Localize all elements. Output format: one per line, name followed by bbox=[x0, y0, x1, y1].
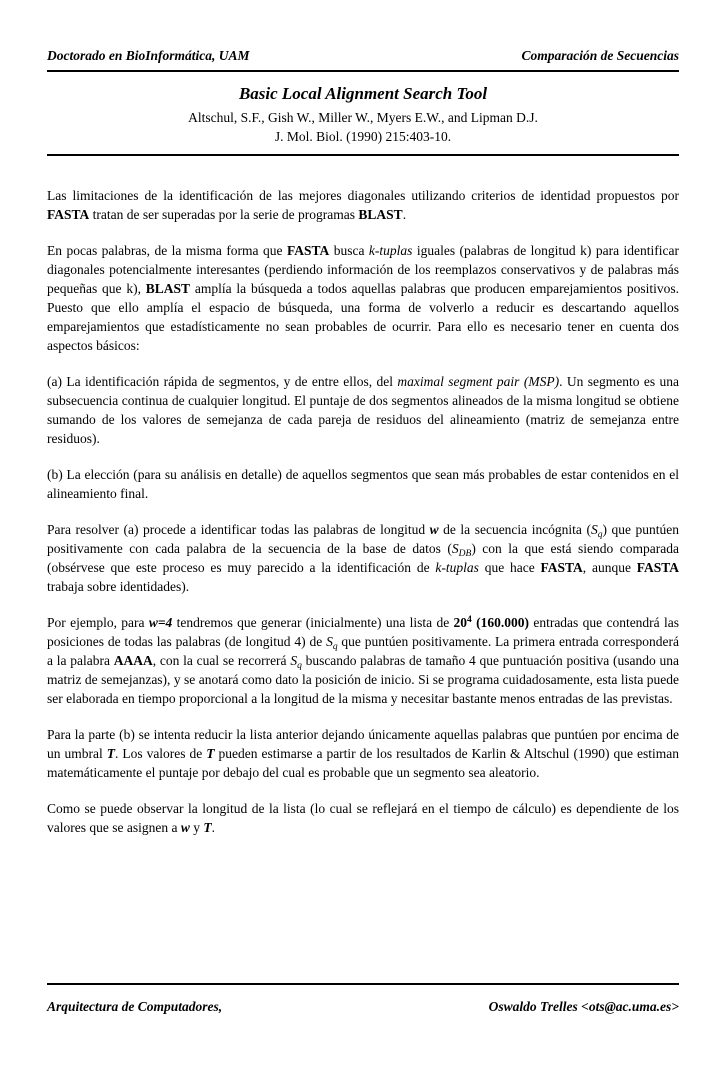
text-run: (160.000) bbox=[471, 615, 529, 630]
text-run: w bbox=[180, 820, 190, 835]
text-run: q bbox=[332, 642, 338, 652]
text-run: FASTA bbox=[286, 243, 330, 258]
text-run: pueden estimarse a partir de los resultados de Karlin & Altschul (1990) que estiman matemáticamente el puntaje por debajo del cual es probable que un segmento sea aleatorio. bbox=[47, 746, 679, 780]
text-run: buscando palabras de tamaño 4 que puntuación positiva (usando una matriz de semejanzas), y se anotará como dato la posición de inicio. Si se programa cuidadosamente, esta lista puede ser elaborada en tiempo proporcional a la longitud de la misma y necesitar bastante menos entradas de las previstas. bbox=[47, 653, 680, 706]
authors-line: Altschul, S.F., Gish W., Miller W., Myers E.W., and Lipman D.J. bbox=[188, 110, 538, 125]
paragraph bbox=[47, 613, 679, 708]
text-run: Por ejemplo, para bbox=[47, 615, 149, 630]
paragraph bbox=[47, 186, 679, 224]
header-right-text: Comparación de Secuencias bbox=[521, 48, 679, 63]
text-run: q bbox=[297, 661, 302, 671]
page-title: Basic Local Alignment Search Tool bbox=[238, 84, 488, 103]
page-content bbox=[47, 0, 679, 837]
page-header bbox=[47, 0, 679, 64]
text-run: Como se puede observar la longitud de la lista (lo cual se reflejará en el tiempo de cálculo) es dependiente de los valores que se asignen a bbox=[47, 801, 679, 835]
header-rule bbox=[47, 70, 679, 72]
text-run: iguales (palabras de longitud k) para identificar diagonales potencialmente interesantes (perdiendo información de los reemplazos conservativos y de palabras más pequeñas que k), bbox=[47, 243, 679, 296]
text-run: tratan de ser superadas por la serie de programas bbox=[89, 207, 359, 222]
text-run: . bbox=[211, 820, 215, 835]
text-run: FASTA bbox=[540, 560, 583, 575]
text-run: . bbox=[402, 207, 407, 222]
paragraph bbox=[47, 799, 679, 837]
text-run: trabaja sobre identidades). bbox=[47, 579, 190, 594]
text-run: busca bbox=[329, 243, 369, 258]
text-run: que puntúen positivamente. La primera entrada corresponderá a la palabra bbox=[47, 634, 679, 668]
text-run: de la secuencia incógnita ( bbox=[438, 522, 591, 537]
text-run: w bbox=[429, 522, 439, 537]
title-rule bbox=[47, 154, 679, 156]
text-run: y bbox=[189, 820, 204, 835]
text-run: FASTA bbox=[636, 560, 680, 575]
text-run: Las limitaciones de la identificación de las mejores diagonales utilizando criterios de identidad propuestos por bbox=[47, 188, 679, 203]
text-run: Para resolver (a) procede a identificar todas las palabras de longitud bbox=[47, 522, 430, 537]
text-run: T bbox=[206, 746, 215, 761]
text-run: ) que puntúen positivamente con cada palabra de la secuencia de la base de datos ( bbox=[47, 522, 679, 556]
text-run: . Un segmento es una subsecuencia continua de cualquier longitud. El puntaje de dos segmentos alineados de la misma longitud se obtiene sumando de los valores de semejanza de cada pareja de residuos del alineamiento (matriz de semejanza entre residuos). bbox=[47, 374, 679, 446]
text-run: AAAA bbox=[113, 653, 153, 668]
text-run: En pocas palabras, de la misma forma que bbox=[47, 243, 287, 258]
text-run: T bbox=[106, 746, 115, 761]
text-run: tendremos que generar (inicialmente) una lista de bbox=[172, 615, 454, 630]
text-run: S bbox=[590, 522, 598, 537]
text-run: maximal segment pair (MSP) bbox=[397, 374, 560, 389]
text-run: ) con la que está siendo comparada (obsérvese que este proceso es muy parecido a la identificación de bbox=[47, 541, 680, 575]
text-run: BLAST bbox=[358, 207, 403, 222]
paragraph bbox=[47, 725, 679, 782]
text-run: w=4 bbox=[148, 615, 173, 630]
paragraph bbox=[47, 465, 679, 503]
text-run: DB bbox=[458, 549, 472, 559]
text-run: (a) La identificación rápida de segmentos, y de entre ellos, del bbox=[47, 374, 398, 389]
text-run: T bbox=[203, 820, 212, 835]
text-run: S bbox=[290, 653, 298, 668]
header-left-text: Doctorado en BioInformática, UAM bbox=[47, 48, 250, 63]
text-run: (b) La elección (para su análisis en detalle) de aquellos segmentos que sean más probables de estar contenidos en el alineamiento final. bbox=[47, 467, 679, 501]
footer-row bbox=[47, 985, 679, 1015]
text-run: S bbox=[451, 541, 459, 556]
text-run: BLAST bbox=[145, 281, 191, 296]
page-footer bbox=[47, 983, 679, 1015]
text-run: entradas que contendrá las posiciones de todas las palabras (de longitud 4) de bbox=[47, 615, 679, 649]
text-run: que hace bbox=[478, 560, 541, 575]
text-run: amplía la búsqueda a todos aquellas palabras que producen emparejamientos positivos. Puesto que ello amplía el espacio de búsqueda, una forma de volverlo a reducir es descartando aquellos emparejamientos que estadísticamente no sean probables de ocurrir. Para ello es necesario tener en cuenta dos aspectos básicos: bbox=[47, 281, 679, 353]
text-run: q bbox=[597, 530, 603, 540]
text-run: , con la cual se recorrerá bbox=[152, 653, 291, 668]
text-run: 20 bbox=[453, 615, 468, 630]
footer-left-text: Arquitectura de Computadores, bbox=[47, 999, 223, 1014]
text-run: Para la parte (b) se intenta reducir la lista anterior dejando únicamente aquellas palabras que puntúen por encima de un umbral bbox=[47, 727, 679, 761]
paragraph bbox=[47, 372, 679, 448]
text-run: FASTA bbox=[47, 207, 90, 222]
reference-line: J. Mol. Biol. (1990) 215:403-10. bbox=[274, 129, 452, 144]
text-run: , aunque bbox=[582, 560, 637, 575]
footer-right-text: Oswaldo Trelles <ots@ac.uma.es> bbox=[488, 999, 679, 1014]
text-run: . Los valores de bbox=[114, 746, 207, 761]
document-body bbox=[47, 186, 679, 837]
text-run: k-tuplas bbox=[368, 243, 413, 258]
text-run: k-tuplas bbox=[435, 560, 479, 575]
text-run: 4 bbox=[467, 615, 472, 625]
paragraph bbox=[47, 520, 679, 596]
paragraph bbox=[47, 241, 679, 355]
text-run: S bbox=[326, 634, 333, 649]
